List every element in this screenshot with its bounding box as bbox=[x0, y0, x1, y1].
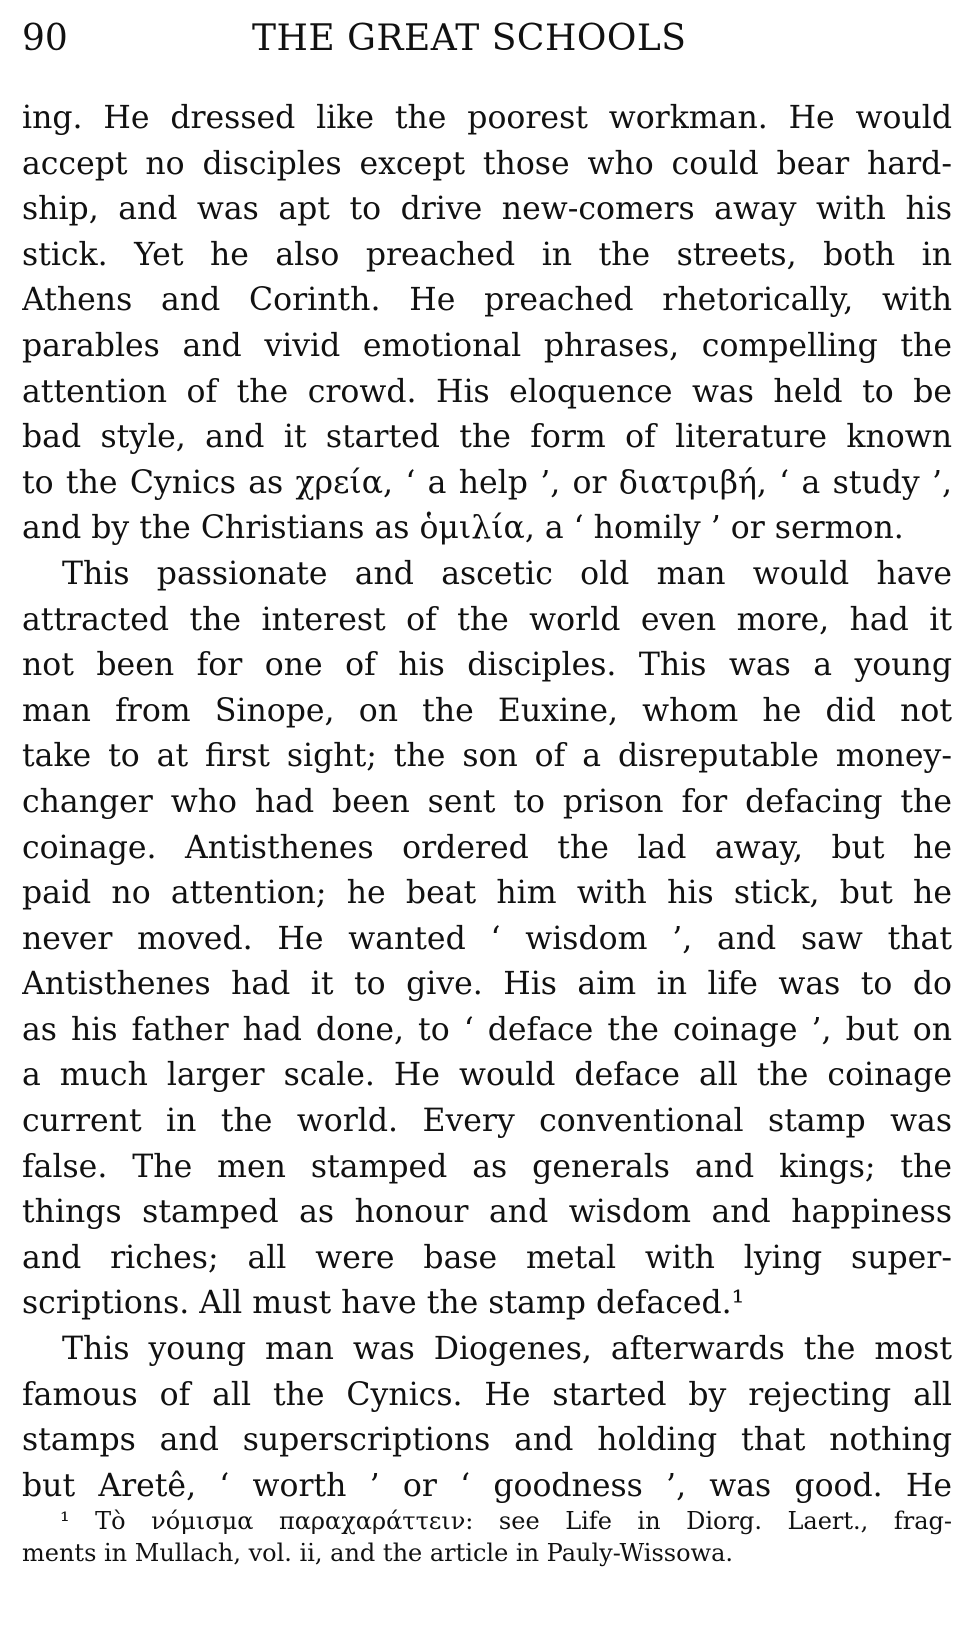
text-line: scriptions. All must have the stamp defaced.¹ bbox=[22, 1285, 745, 1322]
footnote-line: ments in Mullach, vol. ii, and the article in Pauly-Wissowa. bbox=[22, 1539, 734, 1567]
text-line: but Aretê, ‘ worth ’ or ‘ goodness ’, was good. He bbox=[22, 1467, 952, 1504]
text-line: never moved. He wanted ‘ wisdom ’, and saw that bbox=[22, 920, 952, 957]
text-line: attention of the crowd. His eloquence was held to be bbox=[22, 373, 952, 410]
text-line: bad style, and it started the form of literature known bbox=[22, 419, 952, 456]
text-line: and by the Christians as ὁμιλία, a ‘ homily ’ or sermon. bbox=[22, 510, 904, 547]
text-line: coinage. Antisthenes ordered the lad away, but he bbox=[22, 829, 952, 866]
text-line: parables and vivid emotional phrases, compelling the bbox=[22, 327, 952, 364]
text-line: This young man was Diogenes, afterwards the most bbox=[62, 1331, 952, 1368]
text-line: ing. He dressed like the poorest workman. He would bbox=[22, 100, 952, 136]
footnotes bbox=[22, 1505, 952, 1569]
page-number: 90 bbox=[22, 18, 68, 59]
text-line: accept no disciples except those who could bear hard- bbox=[22, 145, 952, 182]
text-line: as his father had done, to ‘ deface the coinage ’, but on bbox=[22, 1011, 952, 1048]
text-line: and riches; all were base metal with lying super- bbox=[22, 1239, 952, 1276]
text-line: false. The men stamped as generals and kings; the bbox=[22, 1148, 952, 1185]
page-header bbox=[22, 14, 952, 64]
text-line: stick. Yet he also preached in the streets, both in bbox=[22, 236, 952, 273]
text-line: Athens and Corinth. He preached rhetorically, with bbox=[22, 282, 952, 319]
text-line: to the Cynics as χρεία, ‘ a help ’, or διατριβή, ‘ a study ’, bbox=[22, 464, 952, 501]
text-line: This passionate and ascetic old man would have bbox=[62, 555, 952, 592]
text-line: Antisthenes had it to give. His aim in life was to do bbox=[22, 966, 952, 1003]
running-head: THE GREAT SCHOOLS bbox=[252, 18, 687, 59]
text-line: take to at first sight; the son of a disreputable money- bbox=[22, 738, 952, 775]
text-line: ship, and was apt to drive new-comers away with his bbox=[22, 191, 952, 228]
text-line: current in the world. Every conventional stamp was bbox=[22, 1103, 952, 1140]
text-line: famous of all the Cynics. He started by rejecting all bbox=[22, 1376, 952, 1413]
text-line: man from Sinope, on the Euxine, whom he did not bbox=[22, 692, 952, 729]
body-text bbox=[22, 96, 952, 1509]
footnote-line: ¹ Τὸ νόμισμα παραχαράττειν: see Life in Diorg. Laert., frag- bbox=[60, 1507, 952, 1535]
text-line: attracted the interest of the world even more, had it bbox=[22, 601, 952, 638]
text-line: not been for one of his disciples. This was a young bbox=[22, 647, 952, 684]
text-line: stamps and superscriptions and holding that nothing bbox=[22, 1422, 952, 1459]
text-line: things stamped as honour and wisdom and happiness bbox=[22, 1194, 952, 1231]
text-line: a much larger scale. He would deface all the coinage bbox=[22, 1057, 952, 1094]
text-line: changer who had been sent to prison for defacing the bbox=[22, 783, 952, 820]
text-line: paid no attention; he beat him with his stick, but he bbox=[22, 875, 952, 912]
